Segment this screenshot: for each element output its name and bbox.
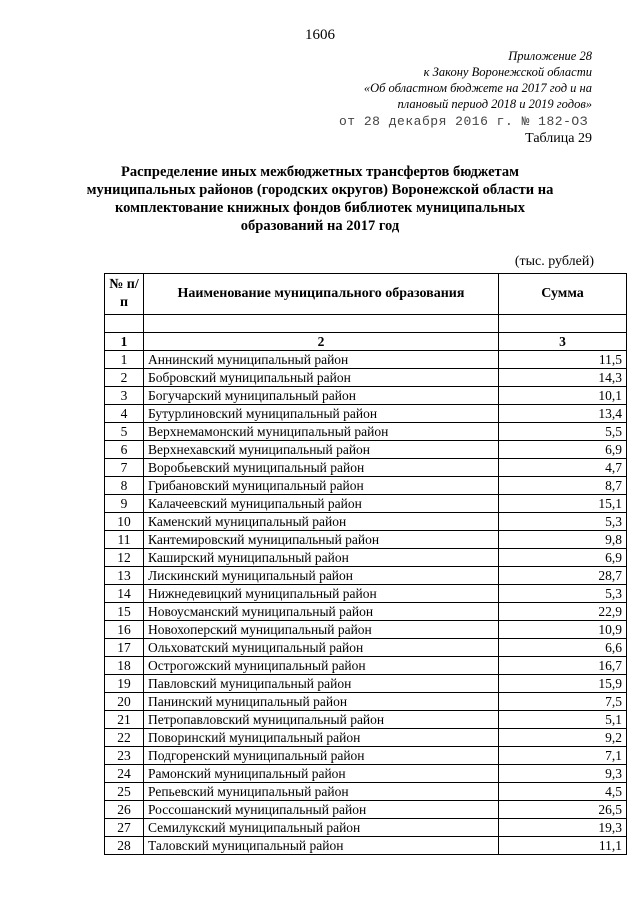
row-sum: 9,3 bbox=[499, 765, 627, 783]
row-name: Каменский муниципальный район bbox=[144, 513, 499, 531]
row-name: Новохоперский муниципальный район bbox=[144, 621, 499, 639]
row-sum: 6,9 bbox=[499, 441, 627, 459]
table-row bbox=[105, 423, 627, 441]
table-row bbox=[105, 603, 627, 621]
header-num: № п/п bbox=[105, 274, 144, 315]
row-name: Новоусманский муниципальный район bbox=[144, 603, 499, 621]
row-sum: 19,3 bbox=[499, 819, 627, 837]
row-number: 1 bbox=[105, 351, 144, 369]
row-sum: 13,4 bbox=[499, 405, 627, 423]
row-name: Каширский муниципальный район bbox=[144, 549, 499, 567]
appendix-line-1: Приложение 28 bbox=[508, 49, 592, 63]
row-number: 25 bbox=[105, 783, 144, 801]
row-sum: 8,7 bbox=[499, 477, 627, 495]
units-label: (тыс. рублей) bbox=[514, 254, 594, 269]
row-number: 13 bbox=[105, 567, 144, 585]
row-number: 24 bbox=[105, 765, 144, 783]
row-sum: 10,1 bbox=[499, 387, 627, 405]
table-row bbox=[105, 531, 627, 549]
row-sum: 9,8 bbox=[499, 531, 627, 549]
table-row bbox=[105, 369, 627, 387]
table-row bbox=[105, 819, 627, 837]
row-name: Поворинский муниципальный район bbox=[144, 729, 499, 747]
column-number-3: 3 bbox=[499, 333, 627, 351]
table-row bbox=[105, 459, 627, 477]
row-name: Лискинский муниципальный район bbox=[144, 567, 499, 585]
appendix-block bbox=[364, 48, 592, 112]
title-line-2: муниципальных районов (городских округов) Воронежской области на bbox=[86, 182, 554, 198]
table-row bbox=[105, 567, 627, 585]
document-title bbox=[60, 163, 580, 235]
row-name: Верхнехавский муниципальный район bbox=[144, 441, 499, 459]
title-line-4: образований на 2017 год bbox=[240, 218, 400, 234]
row-number: 6 bbox=[105, 441, 144, 459]
row-number: 7 bbox=[105, 459, 144, 477]
appendix-line-4: плановый период 2018 и 2019 годов» bbox=[397, 97, 592, 111]
table-row bbox=[105, 351, 627, 369]
row-number: 18 bbox=[105, 657, 144, 675]
column-number-2: 2 bbox=[144, 333, 499, 351]
row-sum: 6,6 bbox=[499, 639, 627, 657]
row-name: Верхнемамонский муниципальный район bbox=[144, 423, 499, 441]
row-name: Бобровский муниципальный район bbox=[144, 369, 499, 387]
row-number: 21 bbox=[105, 711, 144, 729]
row-name: Воробьевский муниципальный район bbox=[144, 459, 499, 477]
row-sum: 11,1 bbox=[499, 837, 627, 855]
row-name: Павловский муниципальный район bbox=[144, 675, 499, 693]
row-number: 8 bbox=[105, 477, 144, 495]
table-label: Таблица 29 bbox=[525, 131, 592, 146]
row-sum: 11,5 bbox=[499, 351, 627, 369]
row-name: Рамонский муниципальный район bbox=[144, 765, 499, 783]
row-number: 19 bbox=[105, 675, 144, 693]
table-row bbox=[105, 783, 627, 801]
row-number: 12 bbox=[105, 549, 144, 567]
row-sum: 22,9 bbox=[499, 603, 627, 621]
table-row bbox=[105, 441, 627, 459]
header-spacer bbox=[105, 315, 627, 333]
row-sum: 10,9 bbox=[499, 621, 627, 639]
row-number: 17 bbox=[105, 639, 144, 657]
row-sum: 28,7 bbox=[499, 567, 627, 585]
title-line-3: комплектование книжных фондов библиотек муниципальных bbox=[115, 200, 525, 216]
row-number: 26 bbox=[105, 801, 144, 819]
page-number: 1606 bbox=[305, 27, 335, 43]
column-number-1: 1 bbox=[105, 333, 144, 351]
table-header-row bbox=[105, 274, 627, 315]
row-name: Ольховатский муниципальный район bbox=[144, 639, 499, 657]
appendix-line-2: к Закону Воронежской области bbox=[423, 65, 592, 79]
table-row bbox=[105, 387, 627, 405]
row-sum: 16,7 bbox=[499, 657, 627, 675]
row-number: 4 bbox=[105, 405, 144, 423]
row-name: Аннинский муниципальный район bbox=[144, 351, 499, 369]
table-row bbox=[105, 495, 627, 513]
row-sum: 26,5 bbox=[499, 801, 627, 819]
row-number: 11 bbox=[105, 531, 144, 549]
table-row bbox=[105, 621, 627, 639]
row-name: Бутурлиновский муниципальный район bbox=[144, 405, 499, 423]
table-row bbox=[105, 657, 627, 675]
row-name: Кантемировский муниципальный район bbox=[144, 531, 499, 549]
row-number: 22 bbox=[105, 729, 144, 747]
row-number: 9 bbox=[105, 495, 144, 513]
row-number: 20 bbox=[105, 693, 144, 711]
row-sum: 5,1 bbox=[499, 711, 627, 729]
row-name: Богучарский муниципальный район bbox=[144, 387, 499, 405]
row-number: 28 bbox=[105, 837, 144, 855]
row-sum: 5,3 bbox=[499, 513, 627, 531]
row-sum: 4,7 bbox=[499, 459, 627, 477]
row-number: 23 bbox=[105, 747, 144, 765]
table-row bbox=[105, 765, 627, 783]
title-line-1: Распределение иных межбюджетных трансфертов бюджетам bbox=[121, 164, 519, 180]
row-sum: 5,5 bbox=[499, 423, 627, 441]
row-number: 14 bbox=[105, 585, 144, 603]
row-name: Подгоренский муниципальный район bbox=[144, 747, 499, 765]
row-sum: 7,1 bbox=[499, 747, 627, 765]
table-row bbox=[105, 549, 627, 567]
row-number: 3 bbox=[105, 387, 144, 405]
header-sum: Сумма bbox=[499, 274, 627, 315]
row-number: 15 bbox=[105, 603, 144, 621]
appendix-line-3: «Об областном бюджете на 2017 год и на bbox=[363, 81, 592, 95]
table-row bbox=[105, 693, 627, 711]
row-number: 16 bbox=[105, 621, 144, 639]
row-number: 2 bbox=[105, 369, 144, 387]
row-name: Калачеевский муниципальный район bbox=[144, 495, 499, 513]
table-row bbox=[105, 477, 627, 495]
table-row bbox=[105, 585, 627, 603]
row-name: Петропавловский муниципальный район bbox=[144, 711, 499, 729]
header-name: Наименование муниципального образования bbox=[144, 274, 499, 315]
law-date-stamp: от 28 декабря 2016 г. № 182-ОЗ bbox=[338, 114, 588, 129]
row-sum: 15,9 bbox=[499, 675, 627, 693]
row-name: Острогожский муниципальный район bbox=[144, 657, 499, 675]
row-name: Репьевский муниципальный район bbox=[144, 783, 499, 801]
row-sum: 7,5 bbox=[499, 693, 627, 711]
table-row bbox=[105, 729, 627, 747]
row-number: 27 bbox=[105, 819, 144, 837]
row-sum: 14,3 bbox=[499, 369, 627, 387]
row-sum: 4,5 bbox=[499, 783, 627, 801]
table-row bbox=[105, 513, 627, 531]
table-row bbox=[105, 801, 627, 819]
row-number: 10 bbox=[105, 513, 144, 531]
transfers-table bbox=[104, 273, 627, 855]
table-row bbox=[105, 837, 627, 855]
row-sum: 9,2 bbox=[499, 729, 627, 747]
row-name: Таловский муниципальный район bbox=[144, 837, 499, 855]
row-name: Семилукский муниципальный район bbox=[144, 819, 499, 837]
table-row bbox=[105, 639, 627, 657]
row-sum: 6,9 bbox=[499, 549, 627, 567]
column-numbers-row bbox=[105, 333, 627, 351]
table-row bbox=[105, 711, 627, 729]
table-row bbox=[105, 405, 627, 423]
row-name: Панинский муниципальный район bbox=[144, 693, 499, 711]
row-number: 5 bbox=[105, 423, 144, 441]
row-name: Грибановский муниципальный район bbox=[144, 477, 499, 495]
row-name: Россошанский муниципальный район bbox=[144, 801, 499, 819]
row-name: Нижнедевицкий муниципальный район bbox=[144, 585, 499, 603]
row-sum: 5,3 bbox=[499, 585, 627, 603]
table-row bbox=[105, 675, 627, 693]
row-sum: 15,1 bbox=[499, 495, 627, 513]
table-row bbox=[105, 747, 627, 765]
